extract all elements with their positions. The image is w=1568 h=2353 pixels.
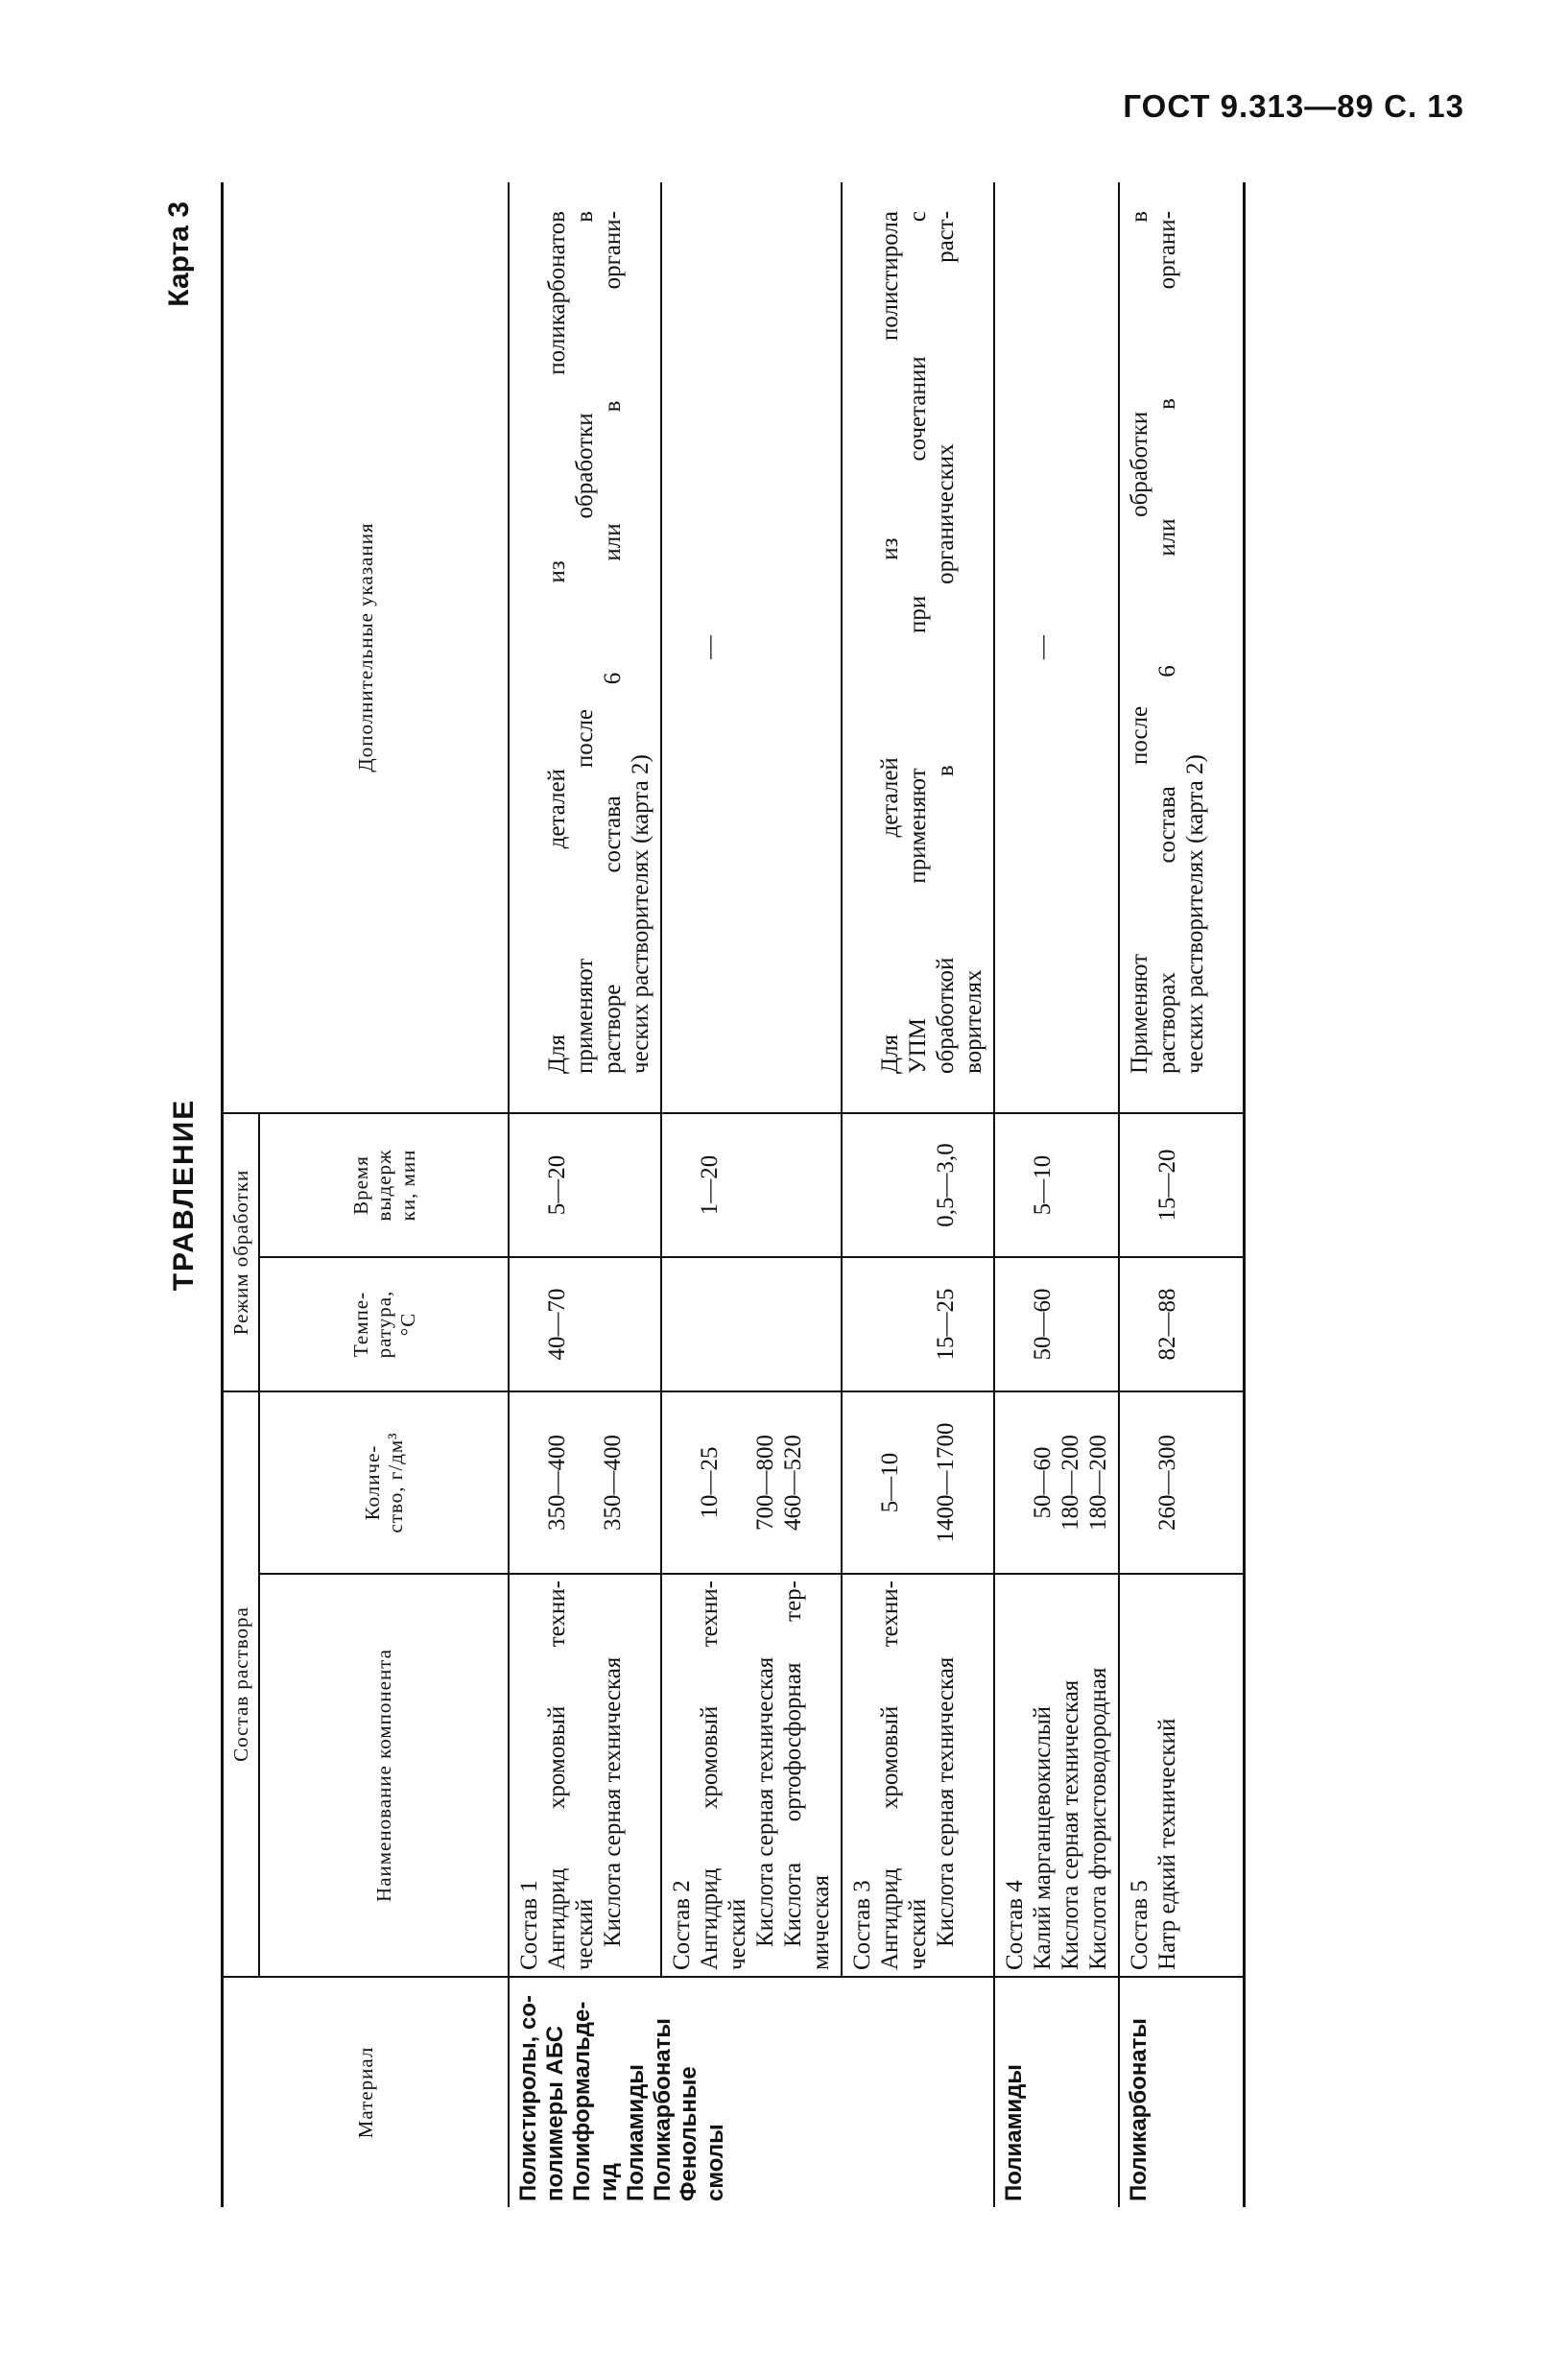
material-line: Полиформальде- bbox=[569, 2001, 596, 2201]
notes-cell bbox=[509, 182, 661, 1113]
temperature-cell bbox=[994, 1257, 1119, 1391]
component-name: Кислота фтористоводородная bbox=[1085, 1667, 1112, 1970]
table-row bbox=[842, 182, 994, 2207]
col-composition-group: Состав раствора bbox=[223, 1391, 260, 1977]
component-cell bbox=[509, 1574, 661, 1977]
temperature-cell bbox=[661, 1257, 842, 1391]
time-value: 5—10 bbox=[1030, 1154, 1057, 1216]
material-line: Поликарбонаты bbox=[649, 2018, 676, 2201]
composition-name: Состав 5 bbox=[1127, 1880, 1153, 1970]
component-cell bbox=[842, 1574, 994, 1977]
time-cell bbox=[842, 1113, 994, 1257]
quantity-value: 50—60 bbox=[1030, 1446, 1057, 1519]
notes-line: ческих растворителях (карта 2) bbox=[628, 754, 654, 1074]
notes-cell bbox=[661, 182, 842, 1113]
notes-dash: — bbox=[697, 634, 724, 659]
temperature-cell bbox=[842, 1257, 994, 1391]
component-name: Ангидрид хромовый техни- bbox=[877, 1581, 904, 1970]
notes-cell bbox=[994, 182, 1119, 1113]
component-name: Кислота серная техническая bbox=[752, 1656, 779, 1947]
component-name: ческий bbox=[725, 1898, 751, 1970]
composition-name: Состав 2 bbox=[669, 1880, 696, 1970]
time-cell bbox=[661, 1113, 842, 1257]
temperature-value: 50—60 bbox=[1030, 1288, 1057, 1361]
quantity-cell bbox=[842, 1391, 994, 1574]
material-line: Фенольные смолы bbox=[676, 2066, 729, 2201]
quantity-value: 260—300 bbox=[1154, 1435, 1181, 1531]
time-value: 15—20 bbox=[1154, 1149, 1181, 1222]
col-quantity: Количе- ство, г/дм³ bbox=[259, 1391, 509, 1574]
material-cell bbox=[509, 1977, 994, 2207]
material-line: Полиамиды bbox=[1001, 2064, 1028, 2201]
notes-line: применяют после обработки в bbox=[572, 210, 599, 1074]
notes-line: Применяют после обработки в bbox=[1127, 210, 1153, 1074]
quantity-cell bbox=[661, 1391, 842, 1574]
component-name: ческий bbox=[572, 1898, 599, 1970]
component-cell bbox=[1119, 1574, 1245, 1977]
page-header: ГОСТ 9.313—89 С. 13 bbox=[1123, 88, 1464, 124]
component-name: Кислота ортофосфорная тер- bbox=[780, 1581, 807, 1947]
time-value: 5—20 bbox=[544, 1154, 571, 1216]
table-row bbox=[994, 182, 1119, 2207]
temperature-value: 40—70 bbox=[544, 1288, 571, 1361]
notes-line: УПМ применяют при сочетании с bbox=[905, 210, 932, 1074]
notes-line: растворах состава 6 или в органи- bbox=[1154, 210, 1181, 1074]
quantity-cell bbox=[1119, 1391, 1245, 1574]
time-cell bbox=[1119, 1113, 1245, 1257]
notes-line: обработкой в органических раст- bbox=[933, 210, 960, 1074]
component-name: Кислота серная техническая bbox=[600, 1656, 627, 1947]
notes-line: ческих растворителях (карта 2) bbox=[1182, 754, 1209, 1074]
time-cell bbox=[509, 1113, 661, 1257]
section-title: ТРАВЛЕНИЕ bbox=[168, 1098, 200, 1292]
quantity-value: 5—10 bbox=[877, 1452, 904, 1513]
quantity-value: 350—400 bbox=[600, 1435, 627, 1531]
component-cell bbox=[994, 1574, 1119, 1977]
col-temperature: Темпе- ратура, °С bbox=[259, 1257, 509, 1391]
component-name: Кислота серная техническая bbox=[933, 1656, 960, 1947]
table-row bbox=[509, 182, 661, 2207]
component-name: Натр едкий технический bbox=[1154, 1718, 1181, 1970]
material-line: Полиамиды bbox=[622, 2064, 649, 2201]
col-notes: Дополнительные указания bbox=[223, 182, 510, 1113]
quantity-value: 1400—1700 bbox=[933, 1422, 960, 1543]
time-value: 1—20 bbox=[697, 1154, 724, 1216]
notes-line: ворителях bbox=[961, 969, 987, 1074]
quantity-value: 10—25 bbox=[697, 1446, 724, 1519]
material-line: Полистиролы, со- bbox=[515, 1995, 542, 2201]
card-label: Карта 3 bbox=[163, 202, 195, 307]
col-material: Материал bbox=[223, 1977, 510, 2207]
quantity-value: 180—200 bbox=[1085, 1435, 1112, 1531]
component-name: Кислота серная техническая bbox=[1057, 1679, 1084, 1970]
table-row bbox=[1119, 182, 1245, 2207]
component-name: Ангидрид хромовый техни- bbox=[544, 1581, 571, 1970]
notes-line: Для деталей из полистирола bbox=[877, 210, 904, 1074]
quantity-value: 700—800 bbox=[752, 1435, 779, 1531]
quantity-value: 350—400 bbox=[544, 1435, 571, 1531]
composition-name: Состав 1 bbox=[516, 1880, 543, 1970]
composition-name: Состав 3 bbox=[849, 1880, 876, 1970]
notes-line: Для деталей из поликарбонатов bbox=[544, 210, 571, 1074]
composition-name: Состав 4 bbox=[1002, 1880, 1029, 1970]
quantity-value: 180—200 bbox=[1057, 1435, 1084, 1531]
quantity-cell bbox=[509, 1391, 661, 1574]
notes-dash: — bbox=[1030, 634, 1057, 659]
material-cell bbox=[1119, 1977, 1245, 2207]
component-name: Ангидрид хромовый техни- bbox=[697, 1581, 724, 1970]
component-name: мическая bbox=[808, 1875, 835, 1970]
rotated-page bbox=[144, 182, 1564, 2207]
component-name: ческий bbox=[905, 1898, 932, 1970]
notes-line: растворе состава 6 или в органи- bbox=[600, 210, 627, 1074]
temperature-value: 82—88 bbox=[1154, 1288, 1181, 1361]
col-component: Наименование компонента bbox=[259, 1574, 509, 1977]
etching-table bbox=[221, 182, 1246, 2207]
component-cell bbox=[661, 1574, 842, 1977]
notes-cell bbox=[842, 182, 994, 1113]
component-name: Калий марганцевокислый bbox=[1030, 1706, 1057, 1970]
quantity-value: 460—520 bbox=[780, 1435, 807, 1531]
table-row bbox=[661, 182, 842, 2207]
time-cell bbox=[994, 1113, 1119, 1257]
col-mode-group: Режим обработки bbox=[223, 1113, 260, 1391]
notes-cell bbox=[1119, 182, 1245, 1113]
temperature-cell bbox=[1119, 1257, 1245, 1391]
material-line: Поликарбонаты bbox=[1126, 2018, 1152, 2201]
temperature-cell bbox=[509, 1257, 661, 1391]
time-value: 0,5—3,0 bbox=[933, 1143, 960, 1227]
temperature-value: 15—25 bbox=[933, 1288, 960, 1361]
material-line: гид bbox=[595, 2163, 622, 2201]
quantity-cell bbox=[994, 1391, 1119, 1574]
material-line: полимеры АБС bbox=[542, 2025, 569, 2201]
material-cell bbox=[994, 1977, 1119, 2207]
col-time: Время выдерж ки, мин bbox=[259, 1113, 509, 1257]
